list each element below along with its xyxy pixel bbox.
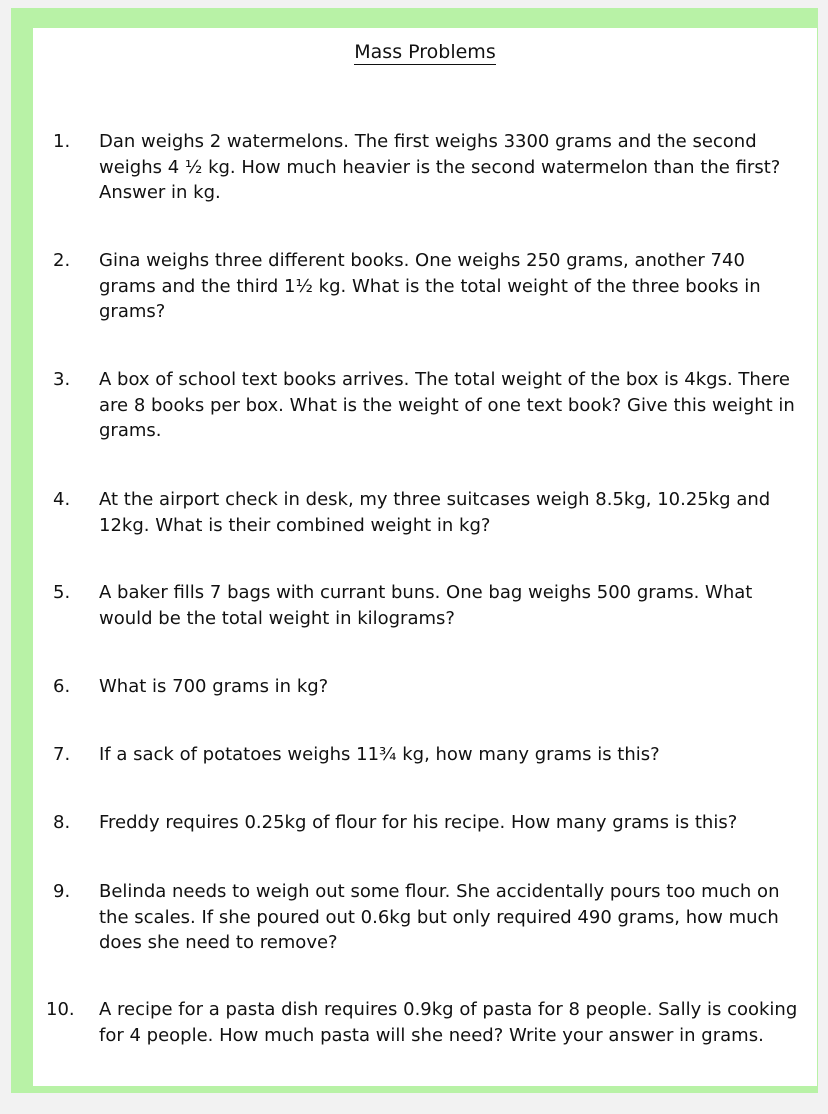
problem-number: 6. xyxy=(53,676,71,697)
problem-text: Freddy requires 0.25kg of flour for his recipe. How many grams is this? xyxy=(99,812,738,833)
problem-text: A box of school text books arrives. The total weight of the box is 4kgs. There are 8 books per box. What is the weight of one text book? Give this weight in grams. xyxy=(99,369,795,441)
problem-number: 8. xyxy=(53,812,71,833)
problem-text: Dan weighs 2 watermelons. The first weighs 3300 grams and the second weighs 4 ½ kg. How much heavier is the second watermelon than the first? Answer in kg. xyxy=(99,131,781,203)
problem-number: 10. xyxy=(46,999,75,1020)
problem-number: 2. xyxy=(53,250,71,271)
problem-text: Belinda needs to weigh out some flour. She accidentally pours too much on the scales. If she poured out 0.6kg but only required 490 grams, how much does she need to remove? xyxy=(99,881,780,953)
page-title xyxy=(33,40,817,64)
problem-number: 3. xyxy=(53,369,71,390)
problem-text: A recipe for a pasta dish requires 0.9kg of pasta for 8 people. Sally is cooking for 4 people. How much pasta will she need? Write your answer in grams. xyxy=(99,999,798,1046)
problem-text: What is 700 grams in kg? xyxy=(99,676,329,697)
green-border-frame xyxy=(11,8,818,1093)
worksheet-page xyxy=(33,28,817,1086)
problem-text: At the airport check in desk, my three suitcases weigh 8.5kg, 10.25kg and 12kg. What is their combined weight in kg? xyxy=(99,489,771,536)
problem-text: A baker fills 7 bags with currant buns. One bag weighs 500 grams. What would be the total weight in kilograms? xyxy=(99,582,753,629)
problem-number: 1. xyxy=(53,131,71,152)
problem-number: 7. xyxy=(53,744,71,765)
problem-text: If a sack of potatoes weighs 11¾ kg, how many grams is this? xyxy=(99,744,660,765)
problem-number: 4. xyxy=(53,489,71,510)
problem-text: Gina weighs three different books. One weighs 250 grams, another 740 grams and the third 1½ kg. What is the total weight of the three books in grams? xyxy=(99,250,761,322)
page-title-text: Mass Problems xyxy=(354,41,496,63)
problem-number: 9. xyxy=(53,881,71,902)
problem-number: 5. xyxy=(53,582,71,603)
